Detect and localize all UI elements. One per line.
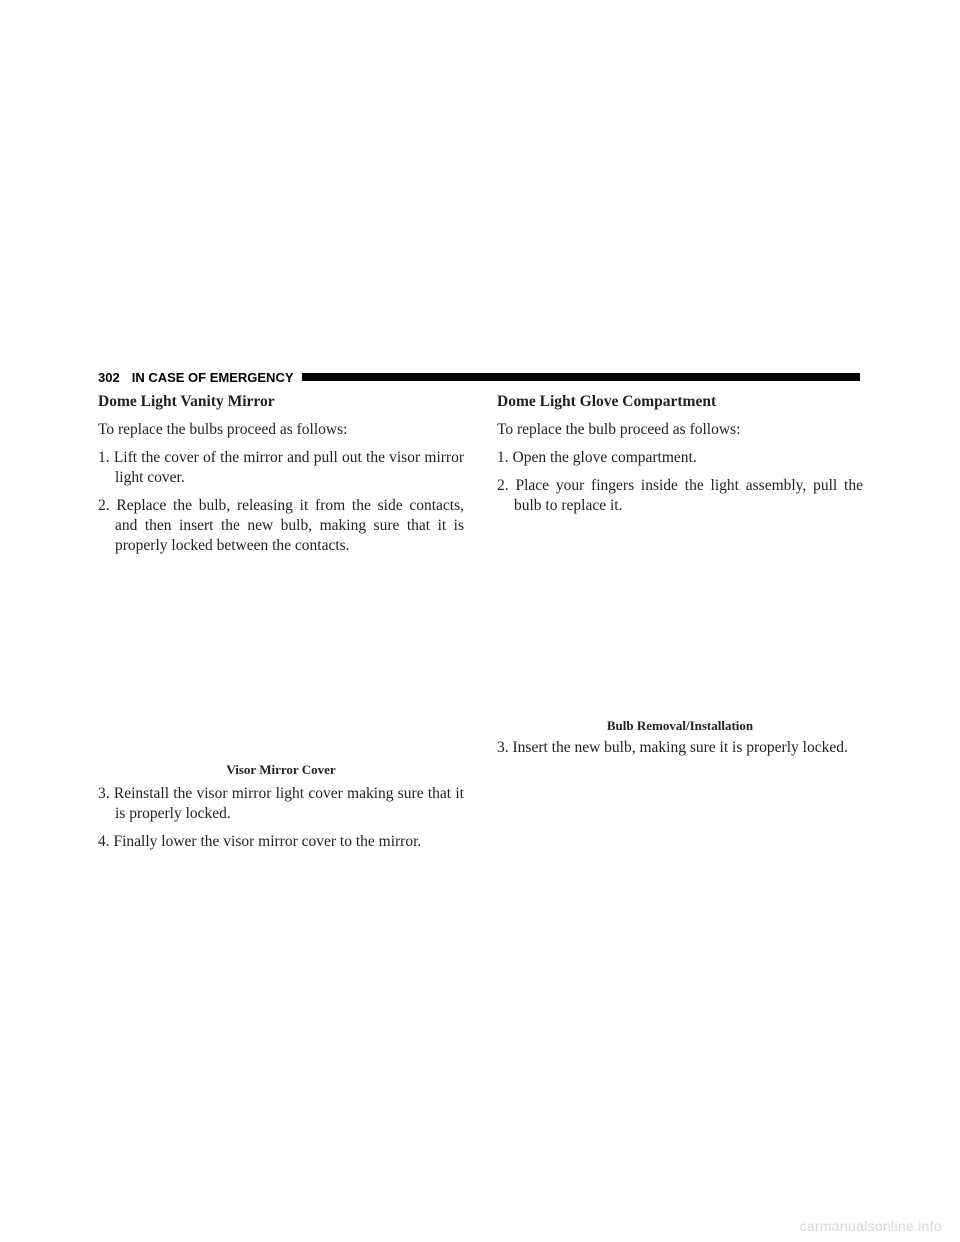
visor-mirror-figure (98, 564, 464, 778)
right-column (497, 392, 863, 766)
bulb-removal-figure (497, 524, 863, 734)
left-column (98, 392, 464, 860)
page-number: 302 (98, 369, 120, 385)
vanity-step-4: 4. Finally lower the visor mirror cover to the mirror. (98, 833, 422, 850)
bulb-removal-caption: Bulb Removal/Installation (606, 718, 754, 733)
header-rule (302, 373, 861, 381)
vanity-step-3: 3. Reinstall the visor mirror light cover making sure that it is properly locked. (98, 785, 464, 822)
page-header (98, 369, 860, 385)
glove-step-1: 1. Open the glove compartment. (497, 449, 697, 466)
vanity-step-2: 2. Replace the bulb, releasing it from the side contacts, and then insert the new bulb, making sure that it is properly locked between the contacts. (98, 497, 464, 554)
vanity-mirror-heading: Dome Light Vanity Mirror (98, 393, 275, 410)
visor-mirror-caption: Visor Mirror Cover (226, 762, 336, 777)
glove-compartment-heading: Dome Light Glove Compartment (497, 393, 717, 410)
vanity-step-1: 1. Lift the cover of the mirror and pull out the visor mirror light cover. (98, 449, 464, 486)
glove-step-3: 3. Insert the new bulb, making sure it is properly locked. (497, 739, 848, 756)
glove-step-2: 2. Place your fingers inside the light assembly, pull the bulb to replace it. (497, 477, 863, 514)
glove-compartment-intro: To replace the bulb proceed as follows: (497, 421, 741, 438)
section-title: IN CASE OF EMERGENCY (131, 369, 294, 385)
vanity-mirror-intro: To replace the bulbs proceed as follows: (98, 421, 348, 438)
watermark-text: carmanualsonline.info (799, 1218, 942, 1234)
